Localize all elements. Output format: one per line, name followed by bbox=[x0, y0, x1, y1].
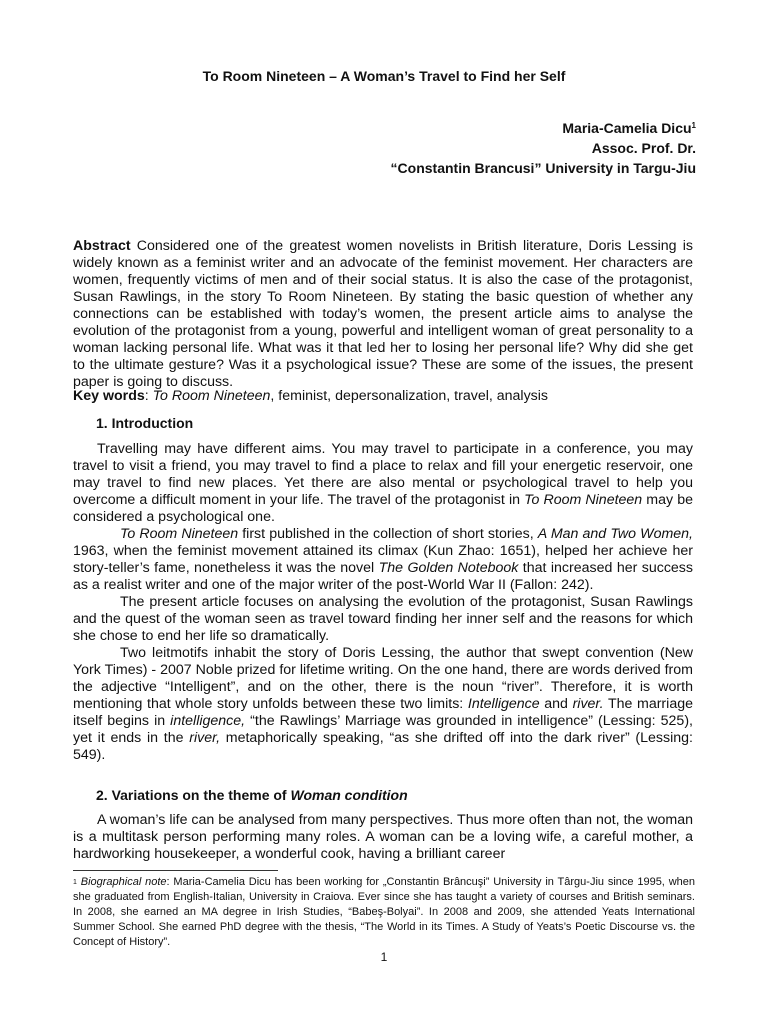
keyword-italic: To Room Nineteen bbox=[152, 388, 271, 404]
abstract-text: Considered one of the greatest women novelists in British literature, Doris Lessing is widely known as a feminist writer and an advocate of the feminist movement. Her characters are women, frequently victims of men and of their social status. It is also the case of the protagonist, Susan Rawlings, in the story To Room Nineteen. By stating the basic question of whether any connections can be established with today’s women, the present article aims to analyse the evolution of the protagonist from a young, powerful and intelligent woman of great personality to a woman lacking personal life. What was it that led her to losing her personal life? Why did she get to the ultimate gesture? Was it a psychological issue? These are some of the issues, the present paper is going to discuss. bbox=[73, 238, 693, 390]
keywords-label: Key words bbox=[73, 388, 145, 404]
footnote-text: : Maria-Camelia Dicu has been working for „Constantin Brâncuşi” University in Târgu-Jiu since 1995, when she graduated from English-Italian, University in Craiova. Ever since she has taught a variety of courses and British seminars. In 2008, she earned an MA degree in Irish Studies, “Babeş-Bolyai”. In 2008 and 2009, she attended Yeats International Summer School. She earned PhD degree with the thesis, “The World in its Times. A Study of Yeats’s Poetic Discourse vs. the Concept of History”. bbox=[73, 876, 695, 948]
paragraph: Two leitmotifs inhabit the story of Doris Lessing, the author that swept convention (New York Times) - 2007 Noble prized for lifetime writing. On the one hand, there are words derived from the adjective “Intelligent”, and on the other, there is the noun “river”. Therefore, it is worth mentioning that whole story unfolds between these two limits: Intelligence and river. The marriage itself begins in intelligence, “the Rawlings’ Marriage was grounded in intelligence” (Lessing: 525), yet it ends in the river, metaphorically speaking, “as she drifted off into the dark river” (Lessing: 549). bbox=[73, 645, 693, 763]
abstract-label: Abstract bbox=[73, 238, 131, 254]
paragraph: A woman’s life can be analysed from many perspectives. Thus more often than not, the woman is a multitask person performing many roles. A woman can be a loving wife, a careful mother, a hardworking housekeeper, a wonderful cook, having a brilliant career bbox=[73, 812, 693, 862]
author-block bbox=[391, 118, 696, 178]
keywords: Key words: To Room Nineteen, feminist, depersonalization, travel, analysis bbox=[73, 388, 548, 404]
paragraph: The present article focuses on analysing the evolution of the protagonist, Susan Rawlings and the quest of the woman seen as travel toward finding her inner self and the reasons for which she chose to end her life so dramatically. bbox=[73, 594, 693, 644]
page-number: 1 bbox=[380, 950, 388, 964]
introduction-body bbox=[73, 441, 693, 764]
paragraph: To Room Nineteen first published in the collection of short stories, A Man and Two Women, 1963, when the feminist movement attained its climax (Kun Zhao: 1651), helped her achieve her story-teller’s fame, nonetheless it was the novel The Golden Notebook that increased her success as a realist writer and one of the major writer of the post-World War II (Fallon: 242). bbox=[73, 526, 693, 593]
paper-title: To Room Nineteen – A Woman’s Travel to Find her Self bbox=[202, 68, 566, 84]
footnote-mark: 1 bbox=[73, 879, 77, 886]
paragraph: Travelling may have different aims. You may travel to participate in a conference, you may travel to visit a friend, you may travel to find a place to relax and fill your energetic reservoir, one may travel to find new places. Yet there are also mental or psychological travel to help you overcome a difficult moment in your life. The travel of the protagonist in To Room Nineteen may be considered a psychological one. bbox=[73, 441, 693, 525]
footnote-label: Biographical note bbox=[80, 876, 167, 888]
author-footnote-mark: 1 bbox=[691, 121, 696, 130]
footnote-separator bbox=[73, 870, 278, 871]
footnote bbox=[73, 875, 695, 950]
section-heading-woman-condition: 2. Variations on the theme of Woman condition bbox=[96, 787, 408, 803]
section2-body bbox=[73, 812, 693, 863]
author-name: Maria-Camelia Dicu$^1$ bbox=[562, 120, 696, 136]
author-affiliation: “Constantin Brancusi” University in Targu-Jiu bbox=[390, 160, 696, 176]
abstract bbox=[73, 238, 693, 391]
author-position: Assoc. Prof. Dr. bbox=[591, 140, 696, 156]
section-heading-introduction: 1. Introduction bbox=[96, 415, 194, 431]
